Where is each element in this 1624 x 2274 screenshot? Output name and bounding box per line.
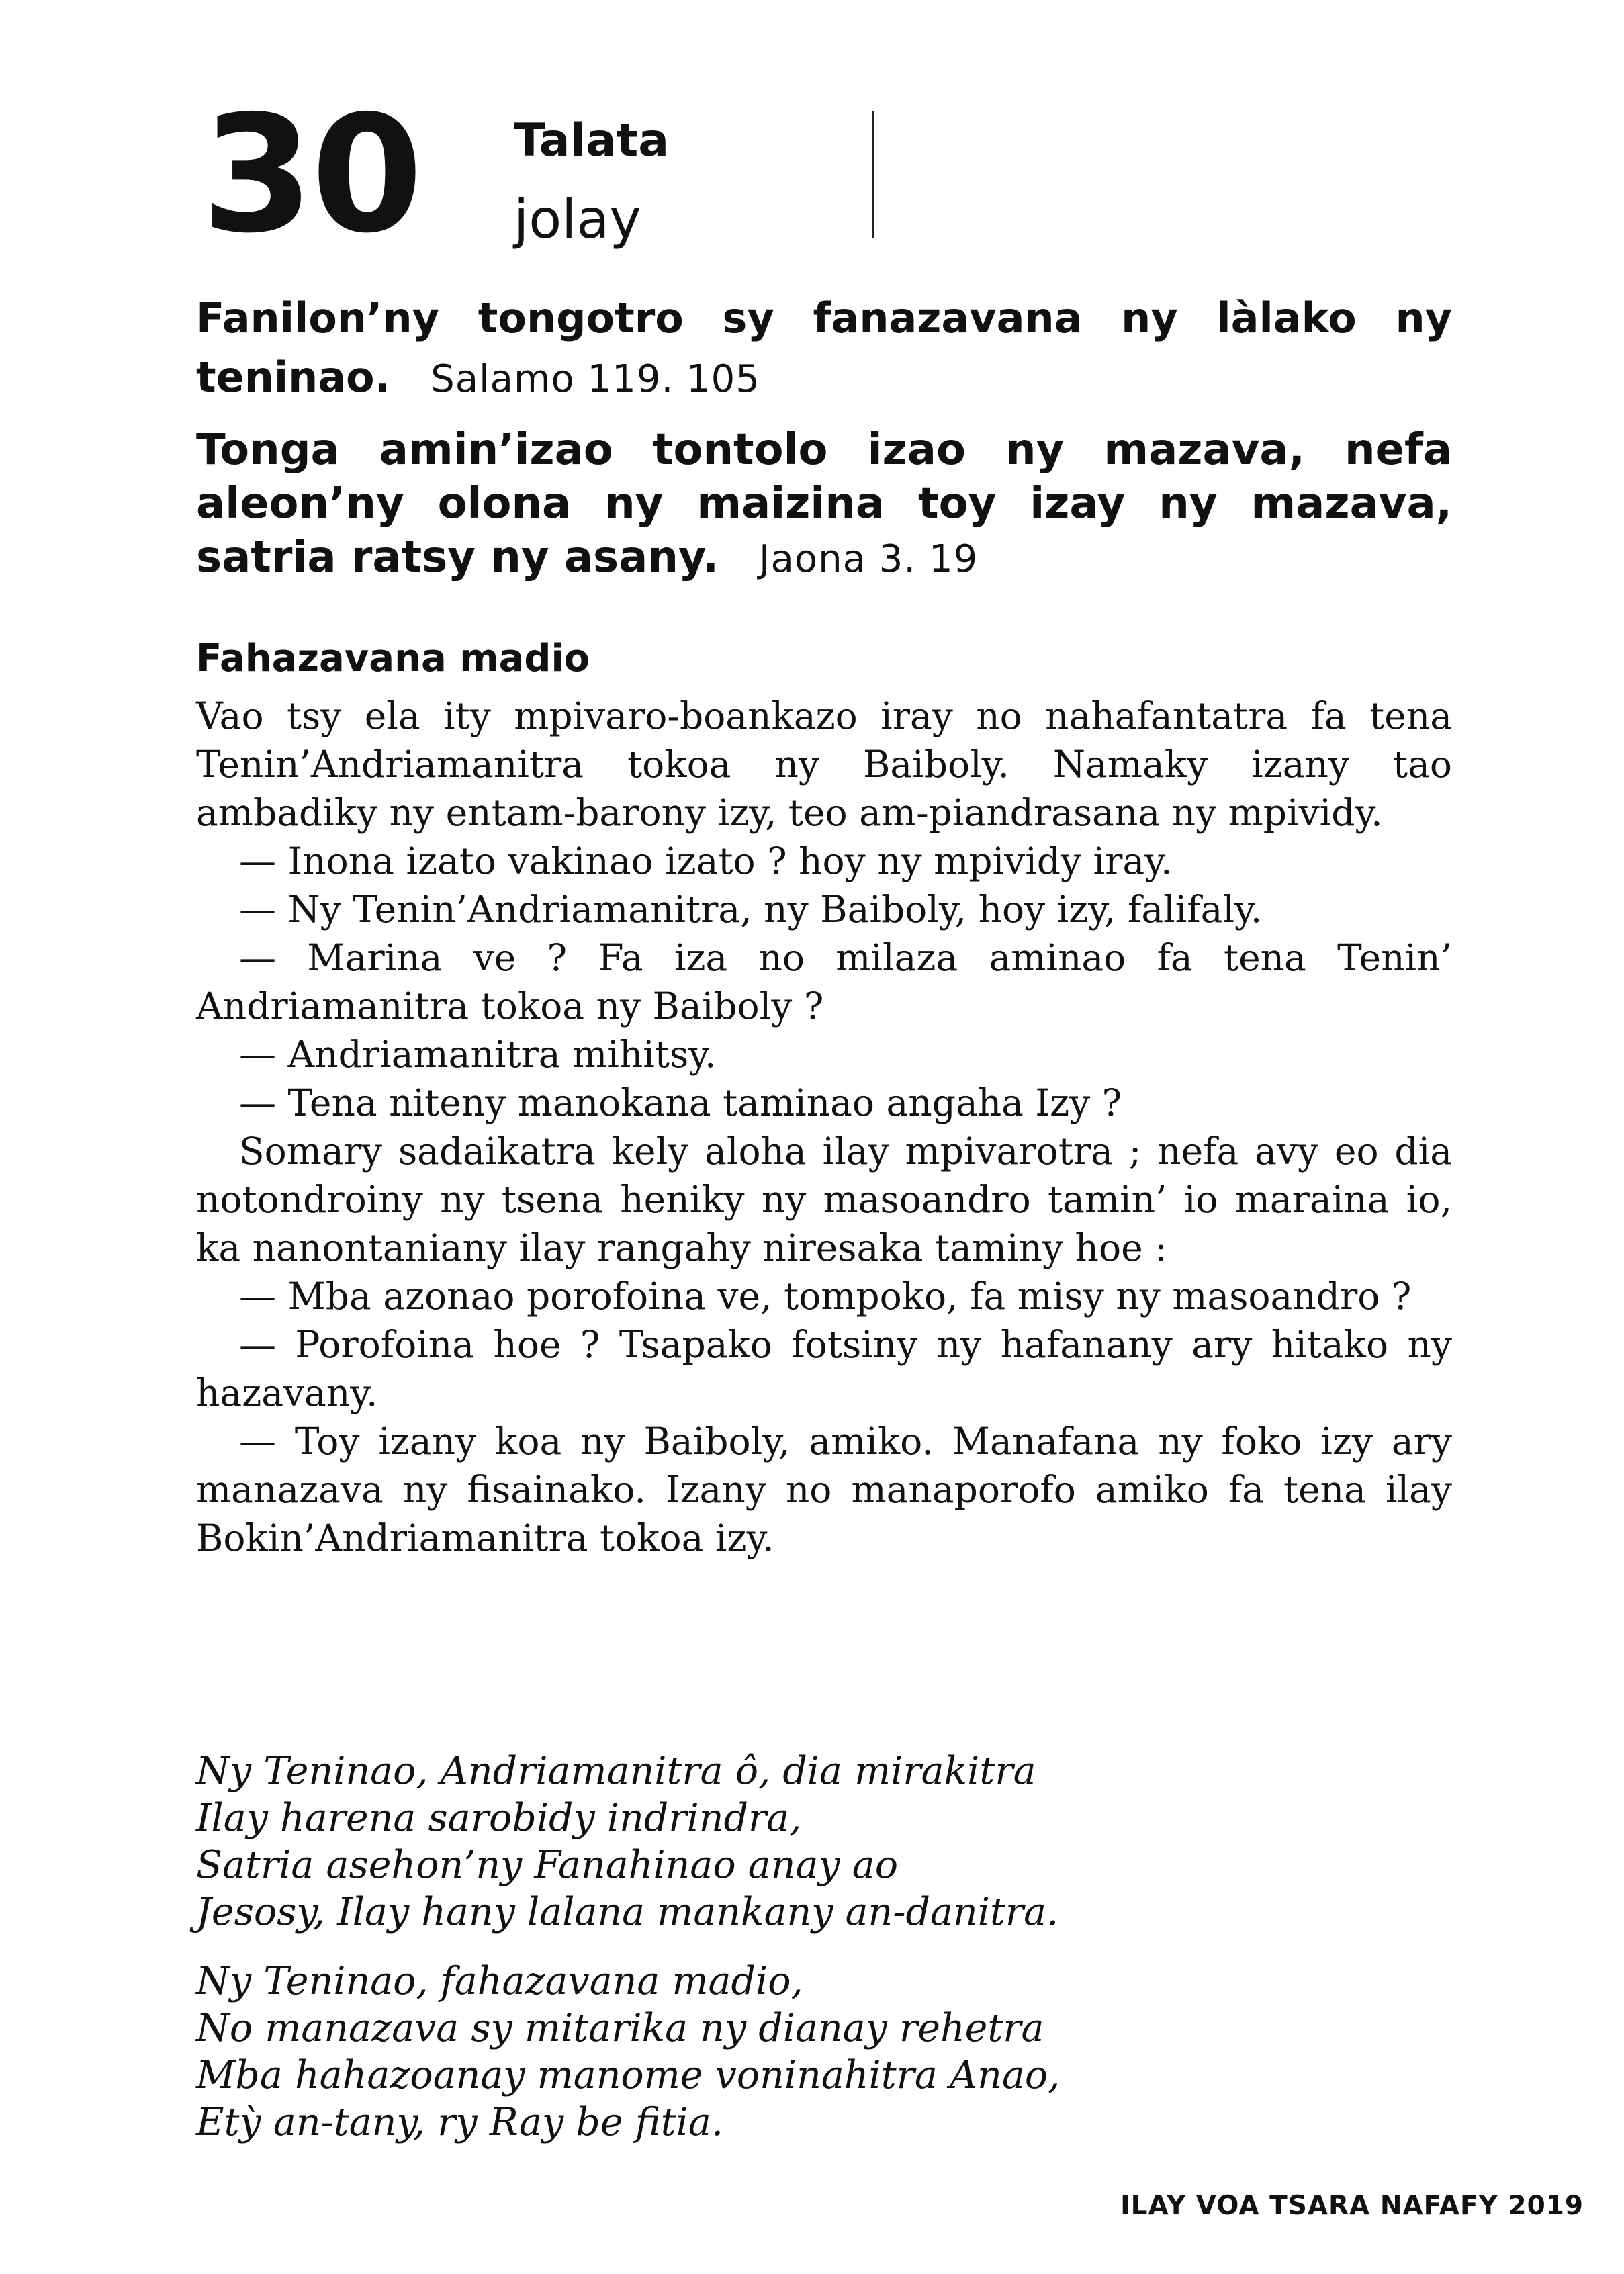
poem-line: Etỳ an-tany, ry Ray be fitia. [196,2100,723,2144]
poem-line: Mba hahazoanay manome voninahitra Anao, [196,2053,1061,2097]
paragraph: Vao tsy ela ity mpivaro-boankazo iray no nahafantatra fa tena Tenin’Andriamanitra tokoa ny Baiboly. Namaky izany tao ambadiky ny entam-barony izy, teo am-piandrasana ny mpividy. [196,694,1452,834]
paragraph: — Tena niteny manokana taminao angaha Izy ? [239,1081,1122,1124]
verse-1 [196,289,1452,409]
paragraph: — Ny Tenin’Andriamanitra, ny Baiboly, hoy izy, falifaly. [239,888,1263,931]
section-title: Fahazavana madio [196,637,590,680]
weekday-label: jolay [514,188,641,251]
paragraph: — Porofoina hoe ? Tsapako fotsiny ny hafanany ary hitako ny hazavany. [196,1323,1452,1414]
body-text [196,692,1452,1562]
verse-text: Fanilon’ny tongotro sy fanazavana ny làlako ny teninao. [196,293,1452,402]
poem-line: Ny Teninao, fahazavana madio, [196,1959,803,2003]
verse-reference: Salamo 119. 105 [431,357,760,401]
paragraph: Somary sadaikatra kely aloha ilay mpivarotra ; nefa avy eo dia notondroiny ny tsena heniky ny masoandro tamin’ io maraina io, ka nanontaniany ilay rangahy niresaka taminy hoe : [196,1130,1452,1269]
poem-line: Jesosy, Ilay hany lalana mankany an-danitra. [196,1890,1059,1934]
poem-line: Ilay harena sarobidy indrindra, [196,1796,802,1840]
poem-line: Satria asehon’ny Fanahinao anay ao [196,1843,899,1887]
poem-stanza-2 [196,1958,1452,2146]
paragraph: — Mba azonao porofoina ve, tompoko, fa misy ny masoandro ? [239,1275,1412,1318]
poem-stanza-1 [196,1747,1452,1936]
poem-line: Ny Teninao, Andriamanitra ô, dia mirakitra [196,1749,1036,1793]
paragraph: — Andriamanitra mihitsy. [239,1033,717,1076]
paragraph: — Marina ve ? Fa iza no milaza aminao fa tena Tenin’ Andriamanitra tokoa ny Baiboly ? [196,936,1452,1028]
verse-text: Tonga amin’izao tontolo izao ny mazava, nefa aleon’ny olona ny maizina toy izay ny mazava, satria ratsy ny asany. [196,425,1452,582]
day-number: 30 [201,81,420,269]
poem-line: No manazava sy mitarika ny dianay rehetra [196,2006,1044,2050]
paragraph: — Inona izato vakinao izato ? hoy ny mpividy iray. [239,839,1173,882]
footer-label: ILAY VOA TSARA NAFAFY 2019 [1120,2191,1584,2221]
verse-2 [196,423,1452,586]
month-label: Talata [514,114,670,167]
verse-reference: Jaona 3. 19 [759,537,979,581]
paragraph: — Toy izany koa ny Baiboly, amiko. Manafana ny foko izy ary manazava ny fisainako. Izany no manaporofo amiko fa tena ilay Bokin’Andriamanitra tokoa izy. [196,1420,1452,1559]
header-divider [872,111,874,238]
